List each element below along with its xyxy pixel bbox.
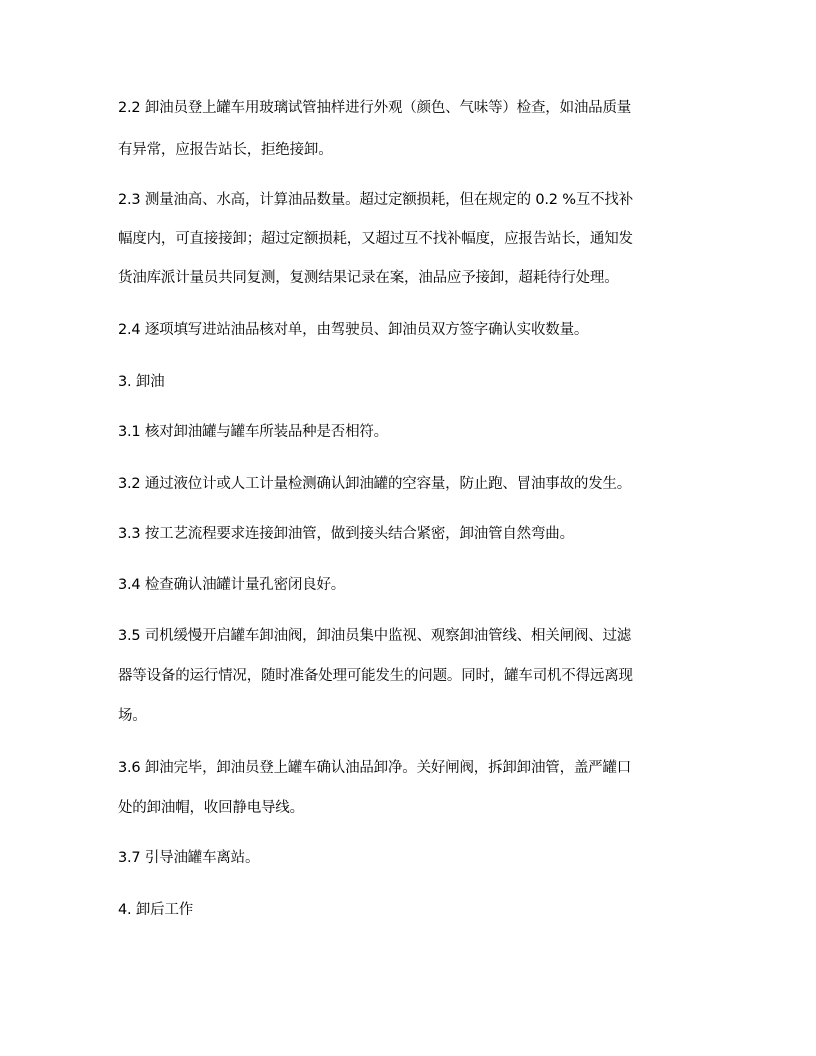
text-line: 器等设备的运行情况，随时准备处理可能发生的问题。同时，罐车司机不得远离现 bbox=[118, 668, 633, 684]
text-line: 2.2 卸油员登上罐车用玻璃试管抽样进行外观（颜色、气味等）检查，如油品质量 bbox=[118, 100, 632, 116]
text-line: 3.2 通过液位计或人工计量检测确认卸油罐的空容量，防止跑、冒油事故的发生。 bbox=[118, 476, 632, 492]
text-line: 有异常，应报告站长，拒绝接卸。 bbox=[118, 142, 333, 158]
text-line: 3.4 检查确认油罐计量孔密闭良好。 bbox=[118, 577, 346, 593]
section-heading: 4. 卸后工作 bbox=[118, 902, 194, 918]
text-line: 2.4 逐项填写进站油品核对单，由驾驶员、卸油员双方签字确认实收数量。 bbox=[118, 322, 589, 338]
text-line: 3.5 司机缓慢开启罐车卸油阀，卸油员集中监视、观察卸油管线、相关闸阀、过滤 bbox=[118, 628, 632, 644]
text-line: 货油库派计量员共同复测，复测结果记录在案，油品应予接卸，超耗待行处理。 bbox=[118, 270, 619, 286]
text-line: 2.3 测量油高、水高，计算油品数量。超过定额损耗，但在规定的 0.2 %互不找补 bbox=[118, 192, 634, 208]
text-line: 3.6 卸油完毕，卸油员登上罐车确认油品卸净。关好闸阀，拆卸卸油管，盖严罐口 bbox=[118, 760, 632, 776]
text-line: 3.7 引导油罐车离站。 bbox=[118, 850, 260, 866]
text-line: 幅度内，可直接接卸；超过定额损耗，又超过互不找补幅度，应报告站长，通知发 bbox=[118, 231, 633, 247]
text-line: 3.1 核对卸油罐与罐车所装品种是否相符。 bbox=[118, 424, 388, 440]
text-line: 3.3 按工艺流程要求连接卸油管，做到接头结合紧密，卸油管自然弯曲。 bbox=[118, 526, 574, 542]
text-line: 处的卸油帽，收回静电导线。 bbox=[118, 800, 304, 816]
section-heading: 3. 卸油 bbox=[118, 374, 165, 390]
text-line: 场。 bbox=[118, 708, 147, 724]
